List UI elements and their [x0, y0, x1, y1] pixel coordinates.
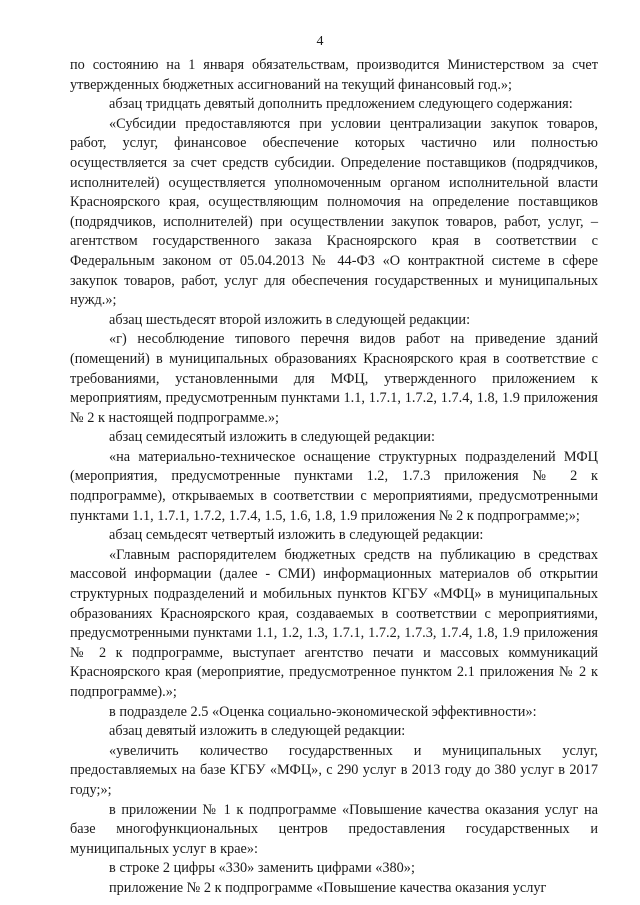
paragraph: «на материально-техническое оснащение структурных подразделений МФЦ (мероприятия, предусмотренные пунктами 1.2, 1.7.3 приложения № 2 к подпрограмме), открываемых в соответствии с мероприятиями, предусмотренными пунктами 1.1, 1.7.1, 1.7.2, 1.7.4, 1.5, 1.6, 1.8, 1.9 приложения № 2 к подпрограмме;»;	[70, 448, 598, 524]
paragraph: «г) несоблюдение типового перечня видов работ на приведение зданий (помещений) в муниципальных образованиях Красноярского края в соответствие с требованиями, установленными для МФЦ, утвержденного приложением к мероприятиям, предусмотренным пунктами 1.1, 1.7.1, 1.7.2, 1.7.4, 1.8, 1.9 приложения № 2 к настоящей подпрограмме.»;	[70, 331, 598, 426]
paragraph: абзац шестьдесят второй изложить в следующей редакции:	[109, 311, 471, 328]
paragraph: приложение № 2 к подпрограмме «Повышение качества оказания услуг	[109, 879, 547, 896]
paragraph: по состоянию на 1 января обязательствам, производится Министерством за счет утвержденных бюджетных ассигнований на текущий финансовый год.»;	[70, 57, 598, 93]
page-number: 4	[316, 34, 324, 49]
paragraph: абзац семьдесят четвертый изложить в следующей редакции:	[109, 527, 484, 544]
paragraph: в строке 2 цифры «330» заменить цифрами «380»;	[109, 860, 415, 877]
paragraph: в подразделе 2.5 «Оценка социально-экономической эффективности»:	[109, 703, 537, 720]
paragraph: «Главным распорядителем бюджетных средств на публикацию в средствах массовой информации (далее - СМИ) информационных материалов об открытии структурных подразделений и мобильных пунктов КГБУ «МФЦ» в муниципальных образованиях Красноярского края, создаваемых в соответствии с мероприятиями, предусмотренными пунктами 1.1, 1.2, 1.3, 1.7.1, 1.7.2, 1.7.3, 1.7.4, 1.8, 1.9 приложения № 2 к подпрограмме, выступает агентство печати и массовых коммуникаций Красноярского края (мероприятие, предусмотренное пунктом 2.1 приложения № 2 к подпрограмме).»;	[70, 546, 598, 700]
paragraph: абзац семидесятый изложить в следующей редакции:	[109, 429, 435, 446]
paragraph: «увеличить количество государственных и муниципальных услуг, предоставляемых на базе КГБУ «МФЦ», с 290 услуг в 2013 году до 380 услуг в 2017 году;»;	[70, 742, 598, 798]
paragraph: в приложении № 1 к подпрограмме «Повышение качества оказания услуг на базе многофункциональных центров предоставления государственных и муниципальных услуг в крае»:	[70, 801, 598, 857]
paragraph: абзац девятый изложить в следующей редакции:	[109, 723, 406, 740]
document-body	[70, 56, 598, 899]
paragraph: «Субсидии предоставляются при условии централизации закупок товаров, работ, услуг, финансовое обеспечение которых частично или полностью осуществляется за счет средств субсидии. Определение поставщиков (подрядчиков, исполнителей) осуществляется уполномоченным органом исполнительной власти Красноярского края, осуществляющим полномочия на определение поставщиков (подрядчиков, исполнителей) при осуществлении закупок товаров, работ, услуг, – агентством государственного заказа Красноярского края в соответствии с Федеральным законом от 05.04.2013 № 44-ФЗ «О контрактной системе в сфере закупок товаров, работ, услуг для обеспечения государственных и муниципальных нужд.»;	[70, 115, 598, 309]
paragraph: абзац тридцать девятый дополнить предложением следующего содержания:	[109, 96, 573, 113]
